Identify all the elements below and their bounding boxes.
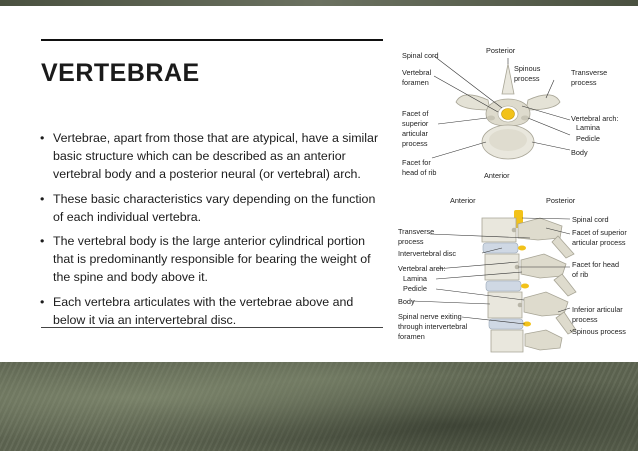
label-top-vertebral-arch: Vertebral arch: [571,114,619,123]
bullet-item: • These basic characteristics vary depending on the function of each individual vertebra. [38,190,388,226]
label-top-anterior: Anterior [484,171,510,180]
label-top-facet-superior-4: process [402,139,428,148]
label-top-facet-superior: Facet of [402,109,429,118]
label-bottom-anterior: Anterior [450,196,476,205]
label-bottom-spinal-nerve: Spinal nerve exiting [398,312,462,321]
label-top-posterior: Posterior [486,46,516,55]
label-bottom-transverse: Transverse [398,227,435,236]
content-rule-bottom [41,327,383,328]
label-bottom-facet-superior-2: articular process [572,238,626,247]
label-bottom-facet-superior: Facet of superior [572,228,627,237]
label-top-body: Body [571,148,588,157]
label-top-spinous-2: process [514,74,540,83]
label-top-facet-superior-2: superior [402,119,429,128]
label-top-spinal-cord: Spinal cord [402,51,439,60]
bullet-item: • Vertebrae, apart from those that are atypical, have a similar basic structure which can be described as an anterior vertebral body and a posterior neural (or vertebral) arch. [38,129,388,184]
label-bottom-facet-rib: Facet for head [572,260,620,269]
bullet-list [38,129,388,335]
bullet-item: • Each vertebra articulates with the vertebrae above and below it via an intervertebral disc. [38,293,388,329]
label-top-facet-superior-3: articular [402,129,428,138]
label-bottom-spinous-process: Spinous process [572,327,626,336]
title-rule-top [41,39,383,41]
label-bottom-inferior-articular-2: process [572,315,598,324]
label-bottom-transverse-2: process [398,237,424,246]
label-bottom-facet-rib-2: of rib [572,270,589,279]
label-bottom-vertebral-arch: Vertebral arch: [398,264,446,273]
label-bottom-body: Body [398,297,415,306]
vertebrae-diagram [390,42,638,362]
label-bottom-pedicle: Pedicle [403,284,427,293]
label-top-pedicle: Pedicle [576,134,600,143]
label-top-lamina: Lamina [576,123,600,132]
label-bottom-posterior: Posterior [546,196,576,205]
label-bottom-inferior-articular: Inferior articular [572,305,623,314]
label-bottom-spinal-cord: Spinal cord [572,215,609,224]
bottom-column-illustration [482,210,576,352]
label-top-vertebral-foramen: Vertebral [402,68,432,77]
bullet-item: • The vertebral body is the large anterior cylindrical portion that is predominantly responsible for bearing the weight of the spine and body above it. [38,232,388,287]
slide [0,6,638,362]
label-bottom-intervertebral-disc: Intervertebral disc [398,249,456,258]
label-bottom-lamina: Lamina [403,274,427,283]
slide-title: VERTEBRAE [41,59,200,87]
label-bottom-spinal-nerve-3: foramen [398,332,425,341]
label-top-facet-rib-2: head of rib [402,168,437,177]
label-top-transverse: Transverse [571,68,608,77]
textured-background-area [0,362,638,451]
label-top-spinous: Spinous [514,64,541,73]
label-top-facet-rib: Facet for [402,158,431,167]
label-top-transverse-2: process [571,78,597,87]
label-bottom-spinal-nerve-2: through intervertebral [398,322,468,331]
label-top-vertebral-foramen-2: foramen [402,78,429,87]
